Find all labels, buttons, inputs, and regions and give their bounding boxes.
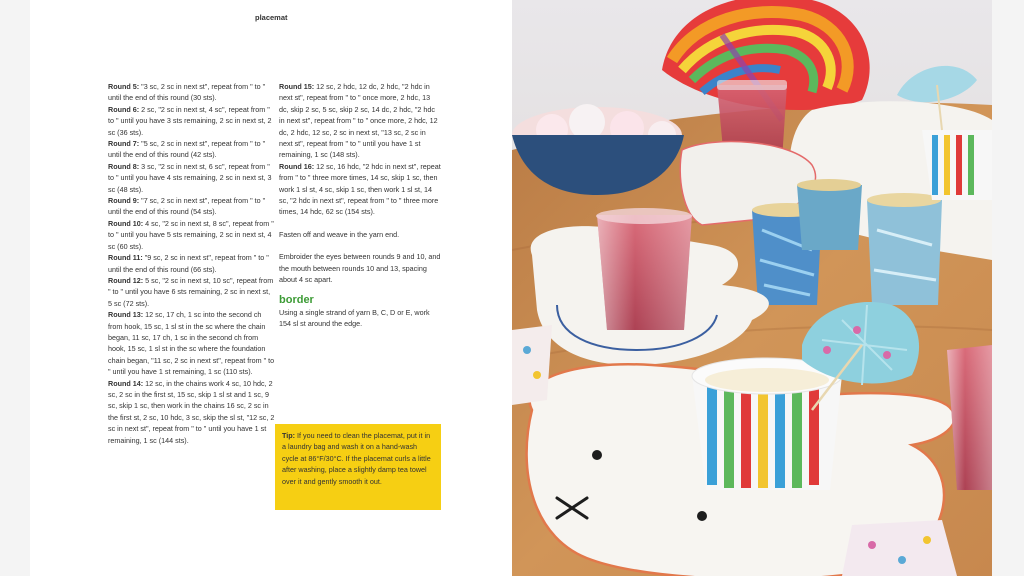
pattern-round: Round 14: 12 sc, in the chains work 4 sc, 10 hdc, 2 sc, 2 sc in the first st, 15 sc, skip 1 sl st and 1 sc, 9 sc, skip 1 sc, then work in the chains 16 sc, 2 sc in the first st, 2 sc, 10 hdc, 3 sc, skip the sl st, "12 sc, 2 sc in next st", repeat from " to " until you have 1 st remaining, 1 sc (144 sts).: [108, 378, 275, 445]
pattern-round: Round 5: "3 sc, 2 sc in next st", repeat from " to " until the end of this round (30 sts).: [108, 82, 266, 103]
border-heading: border: [279, 293, 314, 306]
pattern-round: Round 9: "7 sc, 2 sc in next st", repeat from " to " until the end of this round (54 sts).: [108, 196, 266, 217]
striped-cup-back-right: [922, 130, 992, 200]
placemat-photo: [512, 0, 992, 576]
pattern-round: Round 8: 3 sc, "2 sc in next st, 6 sc", repeat from " to " until you have 4 sts remaining, 2 sc in next st, 3 sc (48 sts).: [108, 161, 272, 194]
instructions-page: [30, 0, 512, 576]
red-juice-glass-left: [596, 208, 692, 330]
pattern-round: Round 12: 5 sc, "2 sc in next st, 10 sc", repeat from " to " until you have 6 sts remaining, 2 sc in next st, 5 sc (72 sts).: [108, 275, 274, 308]
pattern-round: Round 7: "5 sc, 2 sc in next st", repeat from " to " until the end of this round (42 sts).: [108, 139, 266, 160]
pattern-round: Round 13: 12 sc, 17 ch, 1 sc into the second ch from hook, 15 sc, 1 sl st in the sc where the chain began, 11 sc, 17 ch, 1 sc in the second ch from hook, 15 sc, 1 sl st in the sc where the foundation chain began, "11 sc, 2 sc in next st", repeat from " to " until you have 1 st remaining, 1 sc (110 sts).: [108, 310, 275, 377]
pattern-round: Round 10: 4 sc, "2 sc in next st, 8 sc", repeat from " to " until you have 5 sts remaining, 2 sc in next st, 4 sc (60 sts).: [108, 218, 274, 251]
border-text: Using a single strand of yarn B, C, D or E, work 154 sl st around the edge.: [279, 307, 430, 328]
page-header-title: placemat: [255, 13, 288, 22]
embroider-text: Embroider the eyes between rounds 9 and 10, and the mouth between rounds 10 and 13, spacing about 4 sc apart.: [279, 252, 441, 285]
tip-label: Tip:: [282, 431, 296, 440]
patterned-cup-light: [867, 193, 942, 305]
pattern-round: Round 11: "9 sc, 2 sc in next st", repeat from " to " until the end of this round (66 sts).: [108, 253, 269, 274]
page-edge-left: [0, 0, 30, 576]
patterned-cup-teal: [797, 179, 862, 250]
pattern-round: Round 6: 2 sc, "2 sc in next st, 4 sc", repeat from " to " until you have 3 sts remaining, 2 sc in next st, 2 sc (36 sts).: [108, 104, 272, 137]
striped-cup-front: [692, 358, 842, 490]
pattern-column-left: [108, 81, 276, 446]
pattern-round: Round 15: 12 sc, 2 hdc, 12 dc, 2 hdc, "2 hdc in next st", repeat from " to " once more, 2 hdc, 13 dc, skip 2 sc, 5 sc, skip 2 sc, 14 dc, 2 hdc, "2 hdc in next st", repeat from " to " once more, 2 hdc, 12 dc, 2 hdc, 12 sc, 2 sc in next st, "13 sc, 2 sc in next st", repeat from " to " until you have 1 st remaining, 1 sc (148 sts).: [279, 82, 438, 160]
fasten-off-text: Fasten off and weave in the yarn end.: [279, 229, 400, 239]
page-edge-right: [992, 0, 1024, 576]
tip-box: [275, 424, 441, 510]
pattern-column-right: [279, 81, 441, 329]
pattern-round: Round 16: 12 sc, 16 hdc, "2 hdc in next st", repeat from " to " three more times, 14 sc, skip 1 sc, then work 1 sl st, 4 sc, skip 1 sc, then work 1 sl st, 14 sc, "2 hdc in next st", repeat from " to " three more times, 14 hdc, 62 sc (154 sts).: [279, 161, 441, 217]
tip-text: If you need to clean the placemat, put it in a laundry bag and wash it on a hand-wash cycle at 86°F/30°C. If the placemat curls a little after washing, place a slightly damp tea towel over it and gently smooth it out.: [282, 431, 431, 486]
